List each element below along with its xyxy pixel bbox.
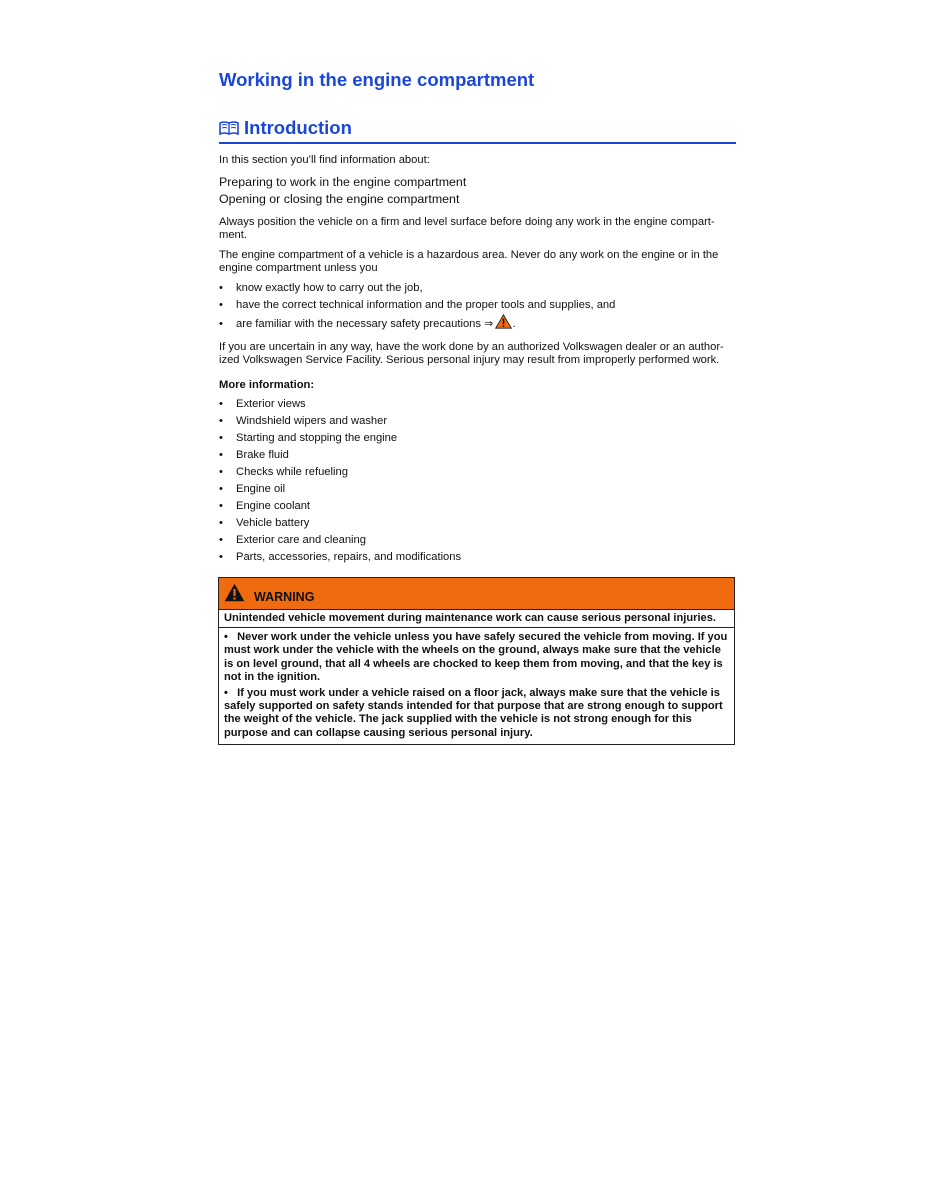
list-item-text: are familiar with the necessary safety precautions ⇒ [236, 317, 494, 330]
bullet-dot: • [219, 448, 223, 461]
bullet-dot: • [219, 533, 223, 546]
topic-list [219, 174, 736, 208]
list-item-text: Windshield wipers and washer [236, 414, 388, 427]
bullet-dot: • [219, 516, 223, 529]
list-item[interactable] [219, 532, 736, 549]
topic-link[interactable]: Opening or closing the engine compartment [219, 191, 460, 206]
list-item-text: Engine coolant [236, 499, 311, 512]
bullet-dot: • [219, 397, 223, 410]
warning-header [219, 578, 734, 610]
list-item [219, 314, 736, 335]
book-icon [219, 120, 239, 136]
list-item-text: have the correct technical information and the proper tools and supplies, and [236, 298, 616, 311]
bullet-dot: • [219, 465, 223, 478]
list-item [219, 280, 736, 297]
list-item[interactable] [219, 481, 736, 498]
more-information-heading: More information: [219, 378, 315, 391]
warning-triangle-icon [224, 583, 245, 602]
topic-link[interactable]: Preparing to work in the engine compartment [219, 174, 467, 189]
list-item[interactable] [219, 447, 736, 464]
list-item-text: Exterior views [236, 397, 306, 410]
section-title: Introduction [244, 117, 352, 138]
section-header [219, 116, 736, 144]
warning-item-text: Never work under the vehicle unless you have safely secured the vehicle from moving. If you must work under the vehicle with the wheels on the ground, always make sure that the vehicle is on level ground, that all 4 wheels are chocked to keep them from moving, and that the key is not in the ignition. [224, 631, 728, 683]
bullet-dot: • [219, 550, 223, 563]
warning-title: WARNING [254, 590, 315, 604]
warning-item-text: If you must work under a vehicle raised on a floor jack, always make sure that the vehicle is safely supported on safety stands intended for that purpose that are strong enough to support the weight of the vehicle. The jack supplied with the vehicle is not strong enough for this purpose and can collapse causing serious personal injury. [224, 687, 723, 739]
list-item-text: Starting and stopping the engine [236, 431, 398, 444]
list-item[interactable] [219, 413, 736, 430]
paragraph-uncertain: If you are uncertain in any way, have the work done by an authorized Volkswagen dealer or an author-ized Volkswagen Service Facility. Serious personal injury may result from improperly performed work. [219, 340, 724, 366]
warning-reference-icon[interactable] [495, 314, 512, 329]
sentence-end: . [512, 317, 516, 330]
bullet-dot: • [219, 499, 223, 512]
list-item-text: Checks while refueling [236, 465, 348, 478]
list-item[interactable] [219, 430, 736, 447]
list-item-text: know exactly how to carry out the job, [236, 281, 423, 294]
conditions-list [219, 280, 736, 335]
list-item-text: Engine oil [236, 482, 286, 495]
warning-box [218, 577, 735, 745]
list-item-text: Exterior care and cleaning [236, 533, 366, 546]
list-item-text: Vehicle battery [236, 516, 310, 529]
bullet-dot: • [224, 687, 228, 700]
list-item[interactable] [219, 549, 736, 566]
paragraph-surface: Always position the vehicle on a firm and level surface before doing any work in the engine compart-ment. [219, 215, 715, 241]
chapter-title: Working in the engine compartment [219, 69, 535, 90]
bullet-dot: • [219, 317, 223, 330]
list-item [219, 297, 736, 314]
paragraph-hazard: The engine compartment of a vehicle is a hazardous area. Never do any work on the engine or in the engine compartment unless you [219, 248, 719, 274]
list-item[interactable] [219, 396, 736, 413]
warning-lead: Unintended vehicle movement during maintenance work can cause serious personal injuries. [219, 612, 734, 628]
bullet-dot: • [219, 281, 223, 294]
bullet-dot: • [219, 431, 223, 444]
page-content [219, 68, 736, 566]
list-item-text: Parts, accessories, repairs, and modifications [236, 550, 462, 563]
warning-item [224, 687, 729, 740]
list-item-text: Brake fluid [236, 448, 289, 461]
more-information-list [219, 396, 736, 566]
list-item[interactable] [219, 498, 736, 515]
bullet-dot: • [219, 298, 223, 311]
intro-line: In this section you’ll find information about: [219, 154, 430, 166]
bullet-dot: • [224, 631, 228, 644]
warning-item [224, 631, 729, 684]
list-item[interactable] [219, 464, 736, 481]
bullet-dot: • [219, 482, 223, 495]
warning-body [219, 610, 734, 744]
list-item[interactable] [219, 515, 736, 532]
bullet-dot: • [219, 414, 223, 427]
